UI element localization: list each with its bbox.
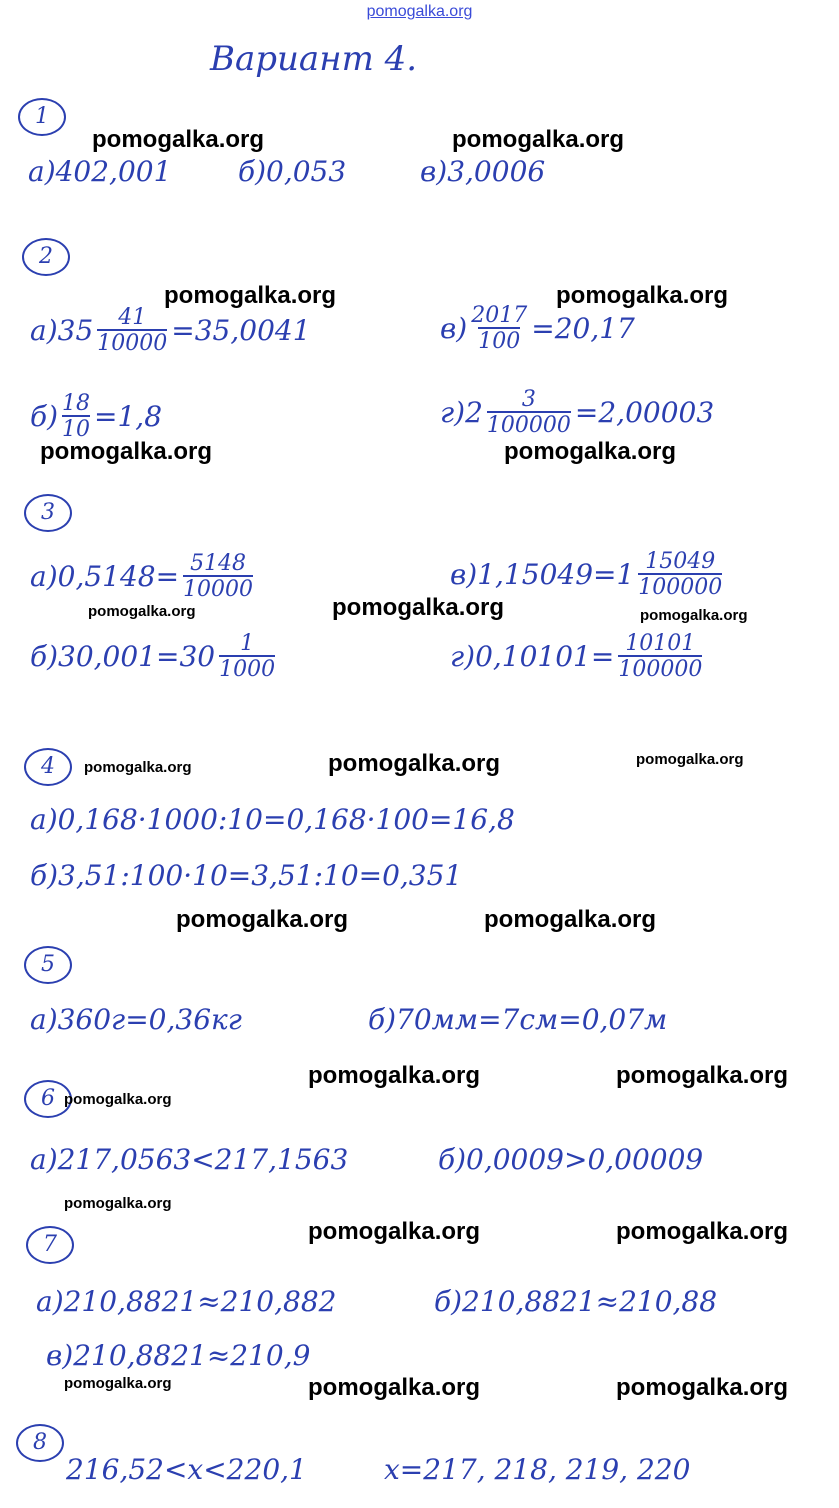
- task3-a: [30, 552, 257, 601]
- task3-b-fraction: [219, 632, 275, 681]
- page-title: Вариант 4.: [210, 39, 418, 79]
- task3-a-prefix: а): [30, 559, 58, 593]
- watermark: pomogalka.org: [332, 594, 505, 621]
- task3-v: [450, 550, 726, 599]
- watermark: pomogalka.org: [40, 438, 213, 465]
- task3-b-numerator: 1: [240, 631, 255, 656]
- task-number-6: 6: [24, 1080, 72, 1118]
- task2-v-prefix: в): [440, 311, 468, 345]
- task3-a-fraction: [183, 552, 253, 601]
- task-number-2: 2: [22, 238, 70, 276]
- task1-v: в)3,0006: [420, 155, 546, 188]
- task3-b-left: 30,001=30: [58, 639, 216, 673]
- task1-a: а)402,001: [28, 155, 172, 188]
- watermark: pomogalka.org: [88, 603, 196, 620]
- task7-a: а)210,8821≈210,882: [36, 1285, 337, 1318]
- task-number-8: 8: [16, 1424, 64, 1462]
- task2-v-denominator: 100: [478, 329, 521, 355]
- task3-a-numerator: 5148: [190, 551, 247, 576]
- watermark: pomogalka.org: [452, 126, 625, 153]
- task2-g-result: =2,00003: [574, 395, 715, 429]
- task2-v: [440, 304, 635, 353]
- task3-v-denominator: 100000: [638, 575, 723, 601]
- task3-g-numerator: 10101: [625, 631, 696, 656]
- task7-v: в)210,8821≈210,9: [46, 1339, 311, 1372]
- task2-a: [30, 306, 311, 355]
- task2-b: [30, 392, 162, 441]
- task6-a: а)217,0563<217,1563: [30, 1143, 349, 1176]
- watermark: pomogalka.org: [616, 1374, 789, 1401]
- watermark: pomogalka.org: [504, 438, 677, 465]
- task2-g-prefix: г): [440, 395, 466, 429]
- task2-b-numerator: 18: [62, 391, 91, 416]
- task2-b-result: =1,8: [94, 399, 163, 433]
- watermark: pomogalka.org: [308, 1218, 481, 1245]
- watermark: pomogalka.org: [64, 1091, 172, 1108]
- task2-a-numerator: 41: [118, 305, 147, 330]
- watermark: pomogalka.org: [616, 1062, 789, 1089]
- task7-b: б)210,8821≈210,88: [434, 1285, 718, 1318]
- task3-g-prefix: г): [450, 639, 476, 673]
- watermark: pomogalka.org: [84, 759, 192, 776]
- task-number-1: 1: [18, 98, 66, 136]
- task2-g-denominator: 100000: [486, 413, 571, 439]
- task2-a-fraction: [97, 306, 167, 355]
- task8-inequality: 216,52<x<220,1: [66, 1453, 307, 1486]
- task3-b-denominator: 1000: [219, 657, 276, 683]
- watermark: pomogalka.org: [636, 751, 744, 768]
- task3-v-numerator: 15049: [645, 549, 716, 574]
- watermark: pomogalka.org: [164, 282, 337, 309]
- task4-b: б)3,51:100·10=3,51:10=0,351: [30, 859, 463, 892]
- watermark: pomogalka.org: [640, 607, 748, 624]
- watermark: pomogalka.org: [64, 1375, 172, 1392]
- task2-b-denominator: 10: [62, 417, 91, 443]
- task2-a-denominator: 10000: [97, 331, 168, 357]
- task2-b-prefix: б): [30, 399, 59, 433]
- task3-b-prefix: б): [30, 639, 59, 673]
- task-number-3: 3: [24, 494, 72, 532]
- watermark: pomogalka.org: [92, 126, 265, 153]
- task3-g-fraction: [618, 632, 702, 681]
- task2-a-result: =35,0041: [171, 313, 311, 347]
- task4-a: а)0,168·1000:10=0,168·100=16,8: [30, 803, 515, 836]
- watermark: pomogalka.org: [64, 1195, 172, 1212]
- task-number-4: 4: [24, 748, 72, 786]
- task2-g-numerator: 3: [521, 387, 536, 412]
- watermark: pomogalka.org: [556, 282, 729, 309]
- task2-g-fraction: [487, 388, 571, 437]
- task3-v-fraction: [638, 550, 722, 599]
- task8-answer: x=217, 218, 219, 220: [384, 1453, 691, 1486]
- task-number-5: 5: [24, 946, 72, 984]
- task3-a-left: 0,5148=: [57, 559, 180, 593]
- task1-b: б)0,053: [238, 155, 347, 188]
- task5-b: б)70мм=7см=0,07м: [368, 1003, 668, 1036]
- task2-g: [440, 388, 714, 437]
- task2-b-fraction: [62, 392, 90, 441]
- task-number-7: 7: [26, 1226, 74, 1264]
- watermark: pomogalka.org: [616, 1218, 789, 1245]
- watermark: pomogalka.org: [308, 1062, 481, 1089]
- top-watermark-link[interactable]: pomogalka.org: [366, 3, 473, 20]
- task3-g: [450, 632, 706, 681]
- task5-a: а)360г=0,36кг: [30, 1003, 242, 1036]
- task2-v-result: =20,17: [531, 311, 635, 345]
- task6-b: б)0,0009>0,00009: [438, 1143, 704, 1176]
- task3-g-left: 0,10101=: [475, 639, 615, 673]
- task2-a-whole: 35: [57, 313, 94, 347]
- task3-a-denominator: 10000: [183, 577, 254, 603]
- watermark: pomogalka.org: [484, 906, 657, 933]
- task3-b: [30, 632, 279, 681]
- task2-g-whole: 2: [465, 395, 483, 429]
- task2-v-numerator: 2017: [471, 303, 528, 328]
- task3-v-left: 1,15049=1: [477, 557, 635, 591]
- watermark: pomogalka.org: [308, 1374, 481, 1401]
- task2-v-fraction: [471, 304, 527, 353]
- watermark: pomogalka.org: [328, 750, 501, 777]
- task2-a-prefix: а): [30, 313, 58, 347]
- watermark: pomogalka.org: [176, 906, 349, 933]
- task3-v-prefix: в): [450, 557, 478, 591]
- task3-g-denominator: 100000: [618, 657, 703, 683]
